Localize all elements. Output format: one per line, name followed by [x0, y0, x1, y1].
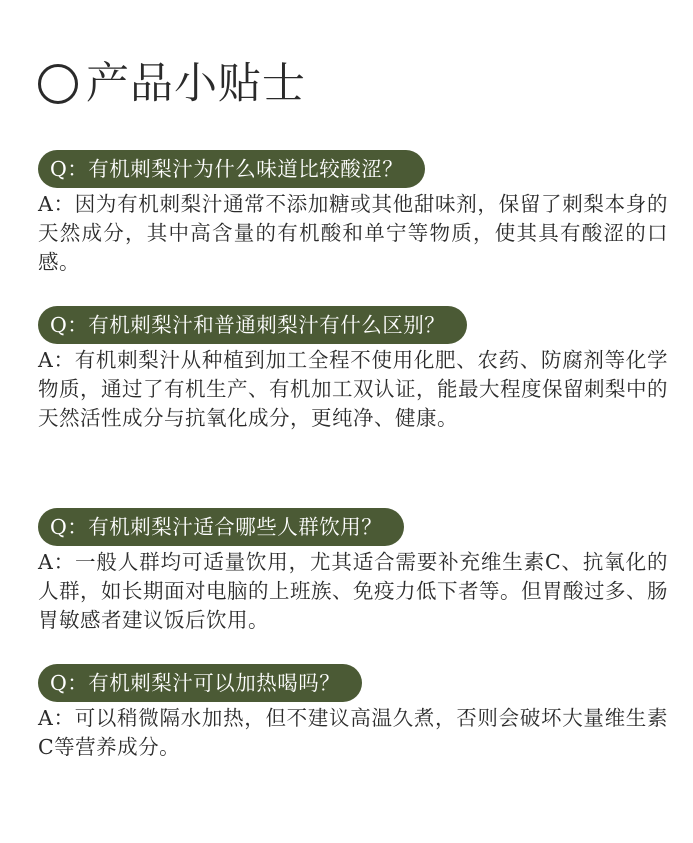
page-title: 产品小贴士 [86, 59, 306, 109]
faq-item [38, 150, 668, 277]
faq-item [38, 664, 668, 762]
faq-question: Q：有机刺梨汁适合哪些人群饮用？ [38, 508, 404, 546]
faq-question: Q：有机刺梨汁可以加热喝吗？ [38, 664, 362, 702]
page-title-row [38, 56, 306, 112]
circle-icon [38, 64, 78, 104]
faq-answer: A：一般人群均可适量饮用，尤其适合需要补充维生素C、抗氧化的人群，如长期面对电脑的上班族、免疫力低下者等。但胃酸过多、肠胃敏感者建议饭后饮用。 [38, 550, 668, 632]
faq-answer: A：可以稍微隔水加热，但不建议高温久煮，否则会破坏大量维生素C等营养成分。 [38, 706, 668, 759]
faq-item [38, 508, 668, 635]
faq-answer: A：因为有机刺梨汁通常不添加糖或其他甜味剂，保留了刺梨本身的天然成分，其中高含量的有机酸和单宁等物质，使其具有酸涩的口感。 [38, 192, 668, 274]
faq-item [38, 306, 668, 433]
faq-answer: A：有机刺梨汁从种植到加工全程不使用化肥、农药、防腐剂等化学物质，通过了有机生产、有机加工双认证，能最大程度保留刺梨中的天然活性成分与抗氧化成分，更纯净、健康。 [38, 348, 668, 430]
faq-question: Q：有机刺梨汁为什么味道比较酸涩？ [38, 150, 425, 188]
faq-question: Q：有机刺梨汁和普通刺梨汁有什么区别？ [38, 306, 467, 344]
